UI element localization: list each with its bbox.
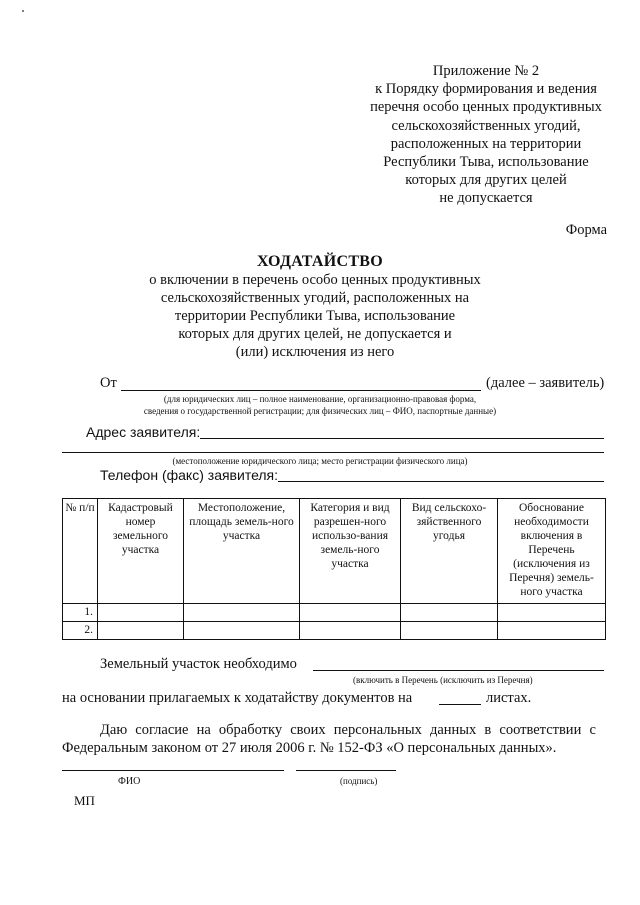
table-row (63, 604, 606, 622)
address-label: Адрес заявителя: (86, 424, 201, 440)
table-cell[interactable] (401, 622, 498, 640)
applicant-name-field[interactable] (121, 390, 481, 391)
header-category: Категория и вид разрешен-ного использо-вания земель-ного участка (300, 499, 401, 604)
appendix-line: Приложение № 2 (432, 63, 540, 79)
land-plots-table (62, 498, 606, 640)
scan-speck (22, 10, 24, 12)
table-cell[interactable] (184, 622, 300, 640)
from-label: От (100, 375, 117, 391)
table-cell[interactable] (498, 622, 606, 640)
subtitle-line: (или) исключения из него (235, 344, 395, 360)
land-plot-label: Земельный участок необходимо (100, 656, 297, 672)
address-field[interactable] (200, 438, 604, 439)
table-cell[interactable] (401, 604, 498, 622)
appendix-line: перечня особо ценных продуктивных (370, 99, 602, 116)
table-row (63, 622, 606, 640)
address-field-line-2[interactable] (62, 452, 604, 453)
appendix-line: сельскохозяйственных угодий, (391, 117, 581, 134)
header-land-type: Вид сельскохо-зяйственного угодья (401, 499, 498, 604)
row-number: 2. (63, 622, 98, 640)
land-plot-action-field[interactable] (313, 670, 604, 671)
table-cell[interactable] (184, 604, 300, 622)
table-cell[interactable] (98, 622, 184, 640)
form-label: Форма (565, 222, 607, 238)
header-location: Местоположение, площадь земель-ного участка (184, 499, 300, 604)
phone-label: Телефон (факс) заявителя: (100, 467, 279, 483)
phone-field[interactable] (278, 481, 604, 482)
basis-suffix: листах. (486, 690, 532, 706)
subtitle-line: о включении в перечень особо ценных продуктивных (149, 272, 481, 288)
table-header-row (63, 499, 606, 604)
appendix-line: к Порядку формирования и ведения (375, 81, 597, 98)
table-cell[interactable] (98, 604, 184, 622)
subtitle-line: территории Республики Тыва, использование (174, 308, 456, 324)
subtitle-line: которых для других целей, не допускается и (178, 326, 452, 342)
table-cell[interactable] (498, 604, 606, 622)
appendix-line: расположенных на территории (390, 135, 582, 152)
applicant-hint-1: (для юридических лиц – полное наименование, организационно-правовая форма, (163, 394, 477, 404)
document-title: ХОДАТАЙСТВО (256, 253, 384, 270)
applicant-hint-2: сведения о государственной регистрации; для физических лиц – ФИО, паспортные данные) (143, 406, 497, 416)
address-hint: (местоположение юридического лица; место регистрации физического лица) (172, 456, 468, 466)
consent-line-2: Федеральным законом от 27 июля 2006 г. № 152-ФЗ «О персональных данных». (62, 740, 557, 756)
table-cell[interactable] (300, 622, 401, 640)
appendix-line: Республики Тыва, использование (383, 154, 589, 171)
header-number: № п/п (63, 499, 98, 604)
from-suffix: (далее – заявитель) (486, 375, 605, 391)
appendix-line: которых для других целей (405, 172, 567, 189)
table-cell[interactable] (300, 604, 401, 622)
signature-label: (подпись) (340, 776, 378, 786)
row-number: 1. (63, 604, 98, 622)
fio-field[interactable] (62, 770, 284, 771)
basis-text: на основании прилагаемых к ходатайству документов на (62, 690, 413, 706)
appendix-line: не допускается (439, 190, 533, 207)
appendix-block (352, 62, 620, 208)
subtitle-line: сельскохозяйственных угодий, расположенных на (160, 290, 470, 306)
land-plot-hint: (включить в Перечень (исключить из Перечня) (353, 675, 533, 685)
fio-label: ФИО (118, 776, 141, 787)
consent-line-1: Даю согласие на обработку своих персональных данных в соответствии с (100, 722, 596, 738)
signature-field[interactable] (296, 770, 396, 771)
header-justification: Обоснование необходимости включения в Перечень (исключения из Перечня) земель-ного участка (498, 499, 606, 604)
header-cadastral: Кадастровый номер земельного участка (98, 499, 184, 604)
sheets-count-field[interactable] (439, 704, 481, 705)
stamp-label: МП (74, 793, 95, 808)
document-subtitle (100, 271, 530, 361)
